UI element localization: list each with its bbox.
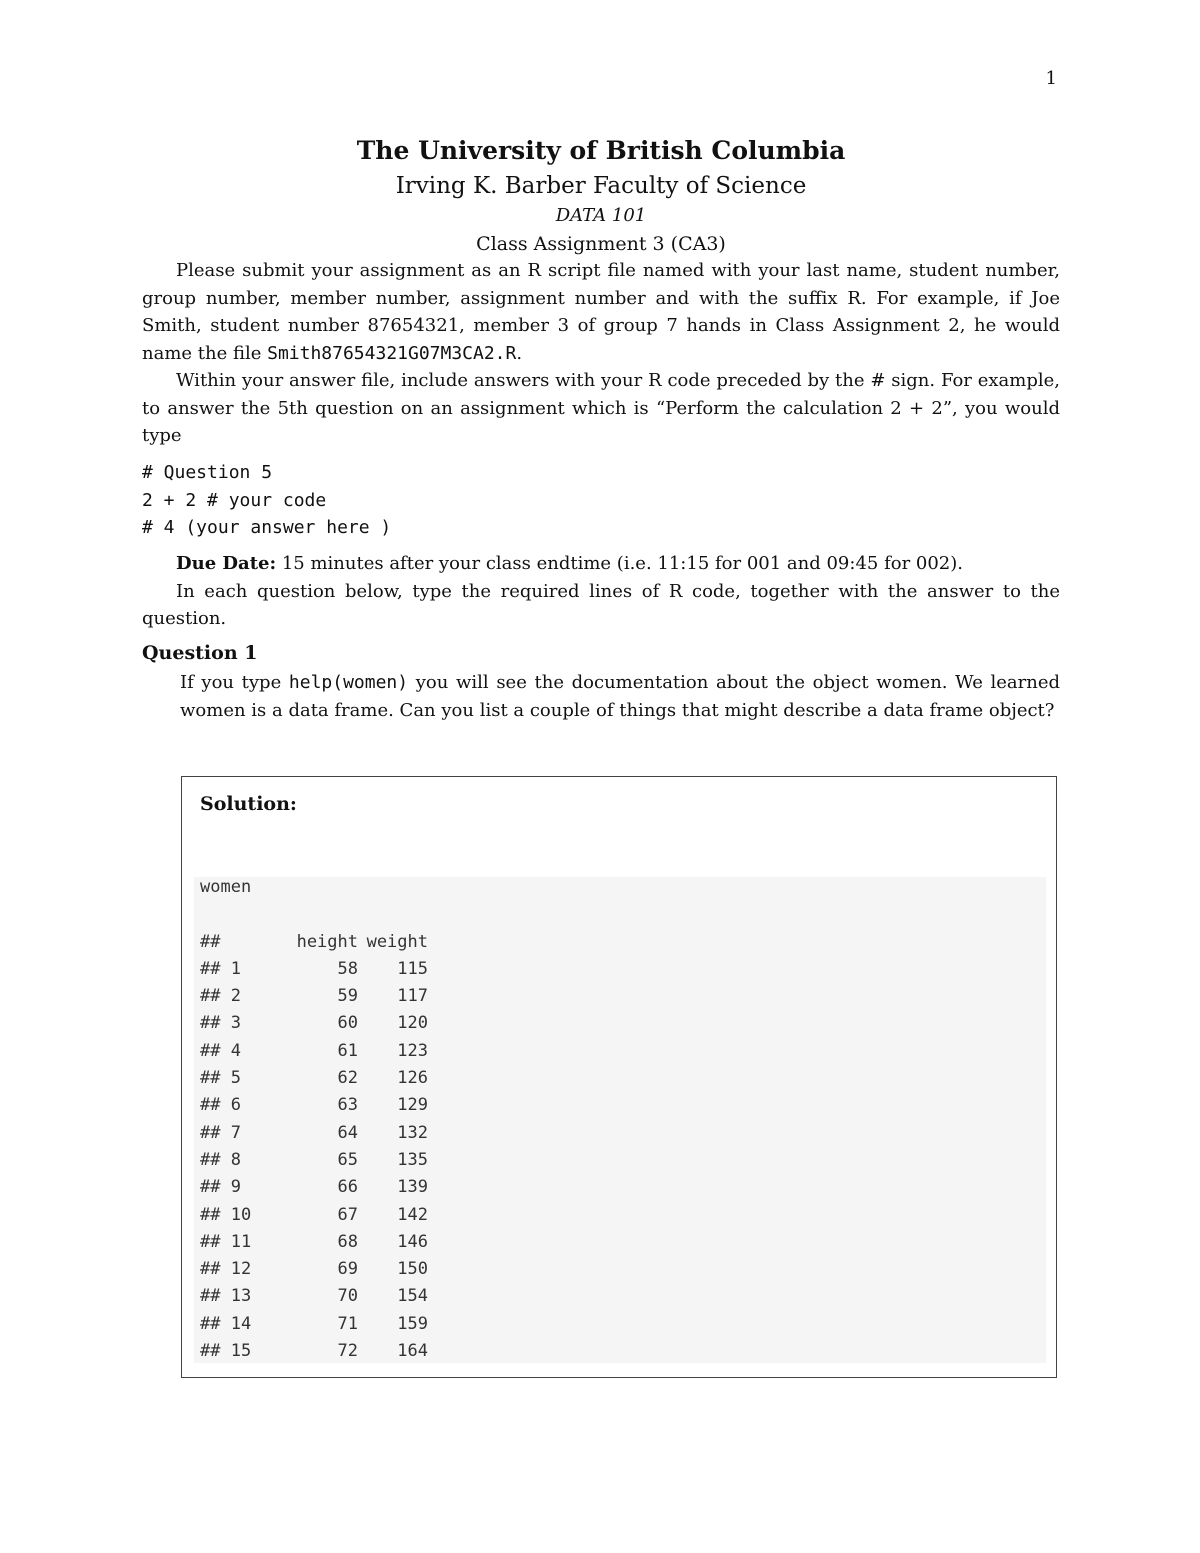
row-id: ## 7 — [200, 1122, 241, 1143]
row-id: ## 11 — [200, 1231, 252, 1252]
inline-code: help(women) — [288, 672, 409, 693]
row-id: ## 9 — [200, 1177, 241, 1198]
weight-value: 159 — [397, 1313, 428, 1334]
code-line: # 4 (your answer here ) — [142, 517, 392, 538]
height-value: 71 — [337, 1313, 358, 1334]
output-row — [200, 1283, 428, 1310]
row-id: ## 14 — [200, 1313, 252, 1334]
solution-code-area — [194, 877, 1046, 1363]
university-title: The University of British Columbia — [356, 136, 846, 165]
output-row — [200, 983, 428, 1010]
row-id: ## 10 — [200, 1204, 252, 1225]
document-header — [142, 134, 1060, 259]
answer-instructions-text: Within your answer file, include answers with your R code preceded by the # sign. For example, to answer the 5th question on an assignment which is “Perform the calculation 2 + 2”, you would type — [142, 370, 1060, 446]
code-line: # Question 5 — [142, 462, 273, 483]
output-row — [200, 1038, 428, 1065]
blank-line — [200, 901, 428, 928]
height-value: 67 — [337, 1204, 358, 1225]
output-row — [200, 1311, 428, 1338]
solution-box — [181, 776, 1057, 1378]
row-id: ## 6 — [200, 1095, 241, 1116]
weight-value: 132 — [397, 1122, 428, 1143]
assignment-title: Class Assignment 3 (CA3) — [476, 233, 726, 255]
output-row — [200, 1202, 428, 1229]
height-value: 66 — [337, 1177, 358, 1198]
code-line: 2 + 2 # your code — [142, 489, 327, 511]
output-row — [200, 1147, 428, 1174]
weight-value: 135 — [397, 1149, 428, 1170]
height-value: 62 — [337, 1068, 358, 1089]
row-id: ## 13 — [200, 1286, 252, 1307]
course-code: DATA 101 — [555, 205, 647, 226]
row-id: ## 8 — [200, 1149, 241, 1170]
height-value: 60 — [337, 1013, 358, 1034]
weight-value: 164 — [397, 1341, 428, 1362]
height-value: 70 — [337, 1286, 358, 1307]
weight-value: 154 — [397, 1286, 428, 1307]
height-value: 65 — [337, 1149, 358, 1170]
instructions-text: Please submit your assignment as an R script file named with your last name, student number, group number, member number, assignment number and with the suffix R. For example, if Joe Smith, student number 87654321, member 3 of group 7 hands in Class Assignment 2, he would name the file — [142, 260, 1060, 364]
submission-instructions — [142, 257, 1060, 367]
column-header-weight: weight — [366, 931, 428, 952]
height-value: 69 — [337, 1259, 358, 1280]
row-id: ## 4 — [200, 1040, 241, 1061]
page-number: 1 — [1045, 68, 1057, 89]
faculty-name: Irving K. Barber Faculty of Science — [395, 173, 807, 199]
instructions-end: . — [516, 342, 523, 364]
output-row — [200, 1174, 428, 1201]
row-id: ## 15 — [200, 1341, 252, 1362]
weight-value: 120 — [397, 1013, 428, 1034]
due-date-label: Due Date: — [176, 553, 277, 574]
due-date-text: 15 minutes after your class endtime (i.e. 11:15 for 001 and 09:45 for 002). — [276, 553, 963, 574]
output-header-row — [200, 929, 428, 956]
row-id: ## 12 — [200, 1259, 252, 1280]
weight-value: 126 — [397, 1068, 428, 1089]
question-1-title: Question 1 — [142, 642, 258, 664]
weight-value: 115 — [397, 958, 428, 979]
height-value: 64 — [337, 1122, 358, 1143]
example-code-block — [142, 459, 391, 542]
weight-value: 142 — [397, 1204, 428, 1225]
weight-value: 129 — [397, 1095, 428, 1116]
row-id: ## 1 — [200, 958, 241, 979]
due-section — [142, 550, 1060, 633]
height-value: 72 — [337, 1341, 358, 1362]
weight-value: 146 — [397, 1231, 428, 1252]
output-row — [200, 1338, 428, 1365]
solution-code-lines — [200, 874, 428, 1365]
weight-value: 117 — [397, 986, 428, 1007]
weight-value: 123 — [397, 1040, 428, 1061]
code-command: women — [200, 877, 252, 897]
height-value: 68 — [337, 1231, 358, 1252]
output-row — [200, 1065, 428, 1092]
row-id: ## 5 — [200, 1068, 241, 1089]
weight-value: 150 — [397, 1259, 428, 1280]
height-value: 58 — [337, 958, 358, 979]
output-row — [200, 1092, 428, 1119]
weight-value: 139 — [397, 1177, 428, 1198]
example-filename: Smith87654321G07M3CA2.R — [267, 342, 517, 364]
row-id: ## 3 — [200, 1013, 241, 1034]
question-instructions: In each question below, type the required lines of R code, together with the answer to the question. — [142, 580, 1060, 629]
output-row — [200, 1010, 428, 1037]
height-value: 63 — [337, 1095, 358, 1116]
output-row — [200, 1229, 428, 1256]
height-value: 59 — [337, 986, 358, 1007]
row-id: ## 2 — [200, 986, 241, 1007]
output-row — [200, 956, 428, 983]
column-header-height: height — [296, 931, 358, 952]
answer-instructions — [142, 367, 1060, 450]
output-prefix: ## — [200, 931, 221, 952]
output-row — [200, 1256, 428, 1283]
output-row — [200, 1120, 428, 1147]
height-value: 61 — [337, 1040, 358, 1061]
solution-label: Solution: — [200, 793, 297, 815]
question-1-text: If you type help(women) you will see the documentation about the object women. We learned women is a data frame. Can you list a couple of things that might describe a data frame object? — [180, 672, 1060, 721]
